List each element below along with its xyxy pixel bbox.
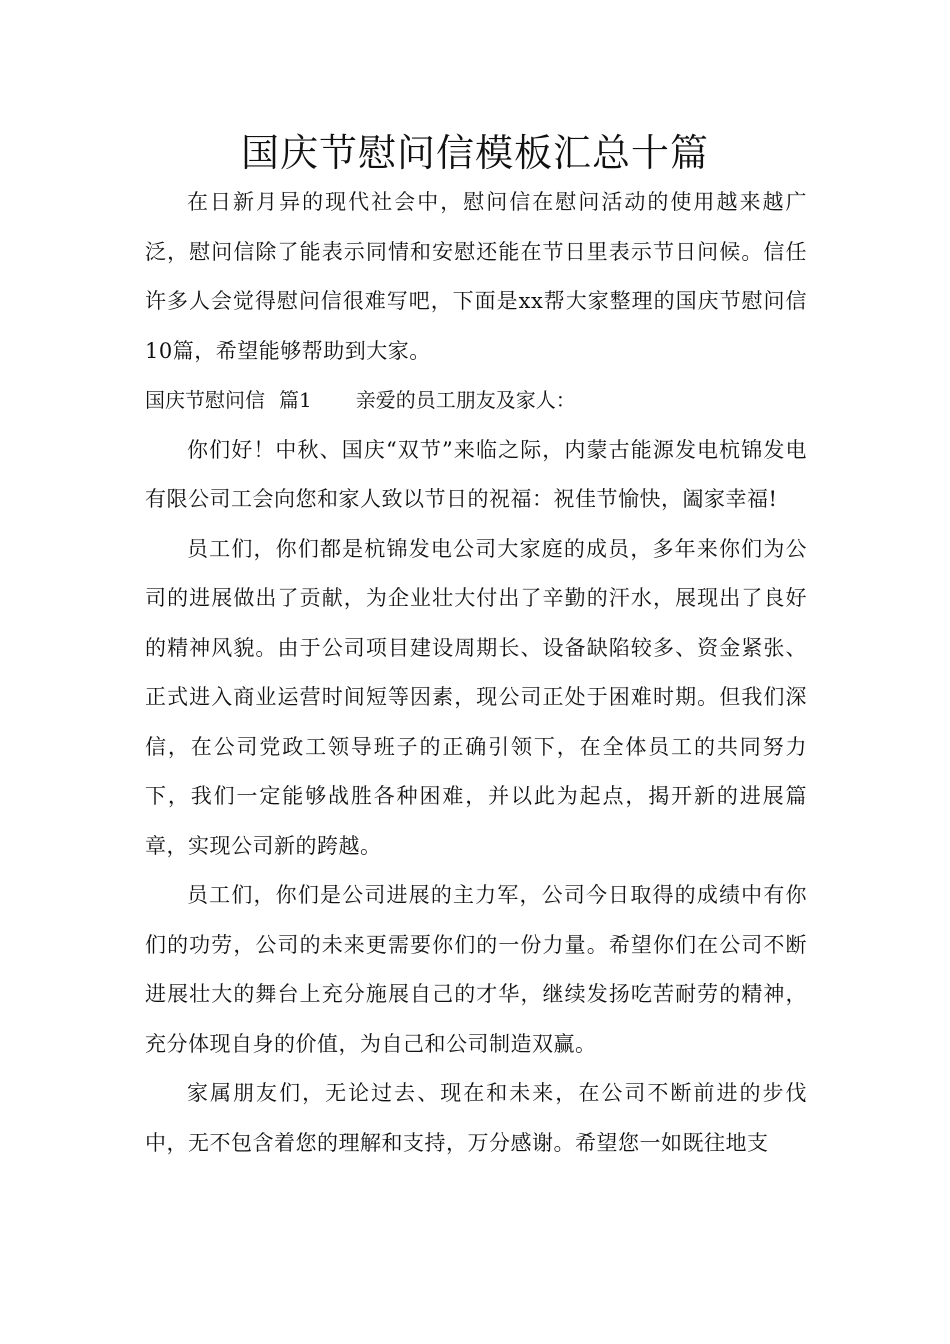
intro-paragraph: 在日新月异的现代社会中，慰问信在慰问活动的使用越来越广泛，慰问信除了能表示同情和安慰还能在节日里表示节日问候。信任许多人会觉得慰问信很难写吧，下面是xx帮大家整理的国庆节慰问信10篇，希望能够帮助到大家。: [145, 190, 807, 363]
section-label: 国庆节慰问信: [145, 388, 265, 412]
body-paragraph: 家属朋友们，无论过去、现在和未来，在公司不断前进的步伐中，无不包含着您的理解和支持，万分感谢。希望您一如既往地支: [145, 1081, 807, 1155]
body-paragraph: 员工们，你们是公司进展的主力军，公司今日取得的成绩中有你们的功劳，公司的未来更需要你们的一份力量。希望你们在公司不断进展壮大的舞台上充分施展自己的才华，继续发扬吃苦耐劳的精神，充分体现自身的价值，为自己和公司制造双赢。: [145, 883, 807, 1056]
section-number: 篇1: [279, 388, 312, 412]
section-heading: [145, 376, 807, 426]
document-body: [145, 178, 807, 1168]
document-title: 国庆节慰问信模板汇总十篇: [240, 131, 709, 175]
letter-salutation: 亲爱的员工朋友及家人：: [355, 388, 576, 412]
body-paragraph: 你们好！中秋、国庆“双节”来临之际，内蒙古能源发电杭锦发电有限公司工会向您和家人致以节日的祝福：祝佳节愉快，阖家幸福!: [145, 437, 807, 511]
body-paragraph: 员工们，你们都是杭锦发电公司大家庭的成员，多年来你们为公司的进展做出了贡献，为企业壮大付出了辛勤的汗水，展现出了良好的精神风貌。由于公司项目建设周期长、设备缺陷较多、资金紧张、正式进入商业运营时间短等因素，现公司正处于困难时期。但我们深信，在公司党政工领导班子的正确引领下，在全体员工的共同努力下，我们一定能够战胜各种困难，并以此为起点，揭开新的进展篇章，实现公司新的跨越。: [145, 536, 807, 858]
